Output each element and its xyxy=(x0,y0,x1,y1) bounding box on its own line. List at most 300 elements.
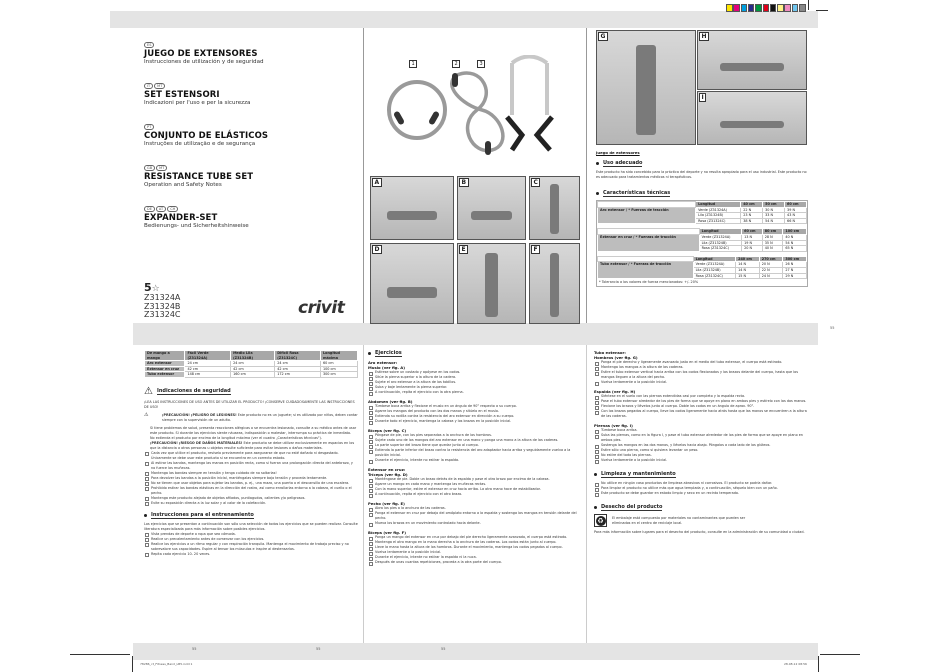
list-item: Evite su exposición directa a la luz solar y al calor de la calefacción. xyxy=(144,501,358,506)
figure-h xyxy=(697,30,807,90)
brand-logo: crivit xyxy=(298,298,345,318)
list-item: Suba las piernas, como en la figura I, y pase el tubo extensor alrededor de los pies de forma que se apoye en plano en ambos pies. xyxy=(594,433,808,443)
color-swatch xyxy=(755,4,762,12)
product-image xyxy=(372,55,572,165)
figure-label: I xyxy=(699,93,706,102)
person-silhouette xyxy=(387,287,436,298)
safety-list xyxy=(144,451,358,506)
table-cell: 24 cm xyxy=(275,361,321,367)
warranty-years: 5 xyxy=(144,281,152,294)
exercise-steps xyxy=(594,360,808,385)
column-header: De mango a mango xyxy=(145,351,185,361)
figure-label: A xyxy=(372,178,382,187)
title-block xyxy=(144,72,359,107)
figure-label: C xyxy=(531,178,540,187)
list-item: Ponga el pie derecho y ligeramente avanzado justo en el medio del tubo extensor, el cuerpo está estirado. xyxy=(594,360,808,365)
list-item: Estire sólo una pierna, como si quisiera levantar un peso. xyxy=(594,448,808,453)
exercise-group xyxy=(594,423,808,463)
spec-table xyxy=(597,256,807,279)
figure-i xyxy=(697,91,807,145)
table-cell: 54 N xyxy=(783,240,807,246)
list-item: No utilice en ningún caso productos de limpieza abrasivos ni corrosivos. El producto se podría dañar. xyxy=(594,481,808,486)
table-cell: 23 N xyxy=(741,213,763,219)
table-cell: Verde (Z31324A) xyxy=(693,262,736,268)
table-row xyxy=(145,372,358,378)
crop-mark xyxy=(70,654,130,655)
list-item: A continuación, repita el ejercicio con el otro brazo. xyxy=(368,492,582,497)
crop-mark xyxy=(820,654,860,655)
list-item: Extienda la parte inferior del brazo contra la resistencia del aro adaptador hacia arriba y seguidamente vuelva a la posición inicial. xyxy=(368,448,582,458)
resistance-tubes-illustration xyxy=(372,55,572,165)
product-title: CONJUNTO DE ELÁSTICOS xyxy=(144,131,269,141)
product-title: RESISTANCE TUBE SET xyxy=(144,172,254,182)
column-header: Longitud xyxy=(693,256,736,262)
list-item: Vuelva lentamente a la posición inicial. xyxy=(368,550,582,555)
language-codes xyxy=(144,31,359,50)
crop-mark xyxy=(818,656,819,672)
list-item: Con los brazos pegados al cuerpo, lleve los codos ligeramente hacia atrás hasta que las manos se encuentren a la altura de las caderas. xyxy=(594,409,808,419)
exercise-name: Piernas (ver fig. I) xyxy=(594,423,633,428)
paragraph: Este producto ha sido concebido para la práctica del deporte y no resulta apropiado para el uso industrial. Este producto no es adecuado para tratamientos médicos ni terapéuticos. xyxy=(596,170,807,179)
color-swatch xyxy=(748,4,755,12)
section-title: Limpieza y mantenimiento xyxy=(601,471,676,477)
exercise-name: Abdomen (ver fig. B) xyxy=(368,399,413,404)
table-cell: 42 cm xyxy=(275,366,321,372)
language-badge: AT xyxy=(156,206,166,212)
product-subtitle: Bedienungs- und Sicherheitshinweise xyxy=(144,223,249,229)
safety-page xyxy=(144,350,358,557)
page-number: 55 xyxy=(192,647,197,651)
spec-table xyxy=(597,201,807,224)
title-block xyxy=(144,113,359,148)
list-item: Después de unas cuantas repeticiones, proceda a la otra parte del cuerpo. xyxy=(368,560,582,565)
figure-f xyxy=(529,243,580,324)
figure-d xyxy=(370,243,454,324)
list-item: Ponga un mango del extensor en cruz por debajo del pie derecho ligeramente avanzado, el cuerpo está estirado. xyxy=(368,535,582,540)
language-badge: ES xyxy=(144,42,154,48)
figure-label: G xyxy=(598,32,608,41)
page-number: 55 xyxy=(316,647,321,651)
exercises-continued-page xyxy=(594,350,808,535)
table-cell: 60 cm xyxy=(320,361,357,367)
table-cell: 19 N xyxy=(742,240,763,246)
section-title: Instrucciones para el entrenamiento xyxy=(151,511,254,518)
paragraph: Para más información sobre lugares para el desecho del producto, consulte en la administración de su comunidad o ciudad. xyxy=(594,530,805,534)
list-item: Sujete cada uno de los mangos del aro extensor en una mano y ponga una mano a la altura de las caderas. xyxy=(368,438,582,443)
list-item: Mantenga los mangos a la altura de las caderas. xyxy=(594,365,808,370)
list-item: Túmbese boca arriba y flexione el muslo en un ángulo de 90° respecto a su cuerpo. xyxy=(368,404,582,409)
column-header: 60 cm xyxy=(785,202,807,208)
training-list xyxy=(144,532,358,557)
language-badge: CH xyxy=(167,206,178,212)
table-cell: 300 cm xyxy=(320,372,357,378)
product-label: 1 xyxy=(409,60,417,68)
table-cell: 14 N xyxy=(736,267,760,273)
warranty-badge xyxy=(144,279,160,292)
list-item: Mantenga el otro mango en la mano derecha a la anchura de las caderas. Los codos están junto al cuerpo. xyxy=(368,540,582,545)
product-subtitle: Indicazioni per l'uso e per la sicurezza xyxy=(144,100,251,106)
exercise-group xyxy=(594,389,808,419)
section-title: Ejercicios xyxy=(375,350,402,356)
bullet-icon xyxy=(144,514,147,517)
technical-specs-table xyxy=(596,200,808,287)
exercise-group xyxy=(368,399,582,424)
table-cell: 39 N xyxy=(785,207,807,213)
crop-mark xyxy=(808,0,809,10)
table-cell: 38 N xyxy=(741,218,763,224)
list-item: Cada vez que utilice el producto, revíselo previamente para asegurarse de que no esté dañado ni desgastado. Únicamente se debe usar este producto si se encuentra en un correcto estado. xyxy=(144,451,358,461)
color-swatch xyxy=(741,4,748,12)
list-item: Vuelva lentamente a la posición inicial. xyxy=(594,380,808,385)
color-swatch xyxy=(770,4,777,12)
table-cell: 27 N xyxy=(783,267,807,273)
table-cell: 100 cm xyxy=(320,366,357,372)
person-silhouette xyxy=(485,253,498,316)
page-divider xyxy=(586,345,587,643)
color-swatch xyxy=(763,4,770,12)
table-cell: 42 cm xyxy=(185,366,231,372)
color-swatch xyxy=(784,4,791,12)
table-cell: 160 cm xyxy=(231,372,275,378)
print-date: 28.08.12 08:56 xyxy=(784,662,807,666)
page-divider xyxy=(363,345,364,643)
table-cell: Lila (Z31324B) xyxy=(699,240,742,246)
warning-triangle-icon: ⚠ xyxy=(144,385,153,397)
model-number: Z31324A xyxy=(144,293,181,302)
exercise-steps xyxy=(368,477,582,497)
recycling-icon: ♻ xyxy=(594,514,607,527)
table-cell: 35 N xyxy=(762,240,783,246)
figure-b xyxy=(457,176,526,240)
top-bleed xyxy=(110,11,818,28)
list-item: Prohibido estirar las bandas elásticas en la dirección del rostro, así como enrollarlas entorno a la cabeza, el cuello o el pecho. xyxy=(144,486,358,496)
spec-table xyxy=(597,228,807,251)
table-cell: Verde (Z31324A) xyxy=(696,207,741,213)
table-cell: 65 N xyxy=(783,246,807,252)
person-silhouette xyxy=(720,121,785,128)
color-swatch xyxy=(777,4,784,12)
list-item: Estire el tubo extensor vertical hacia arriba con los codos flexionados y los brazos delante del cuerpo, hasta que los mangos lleguen a la altura del pecho. xyxy=(594,370,808,380)
title-block xyxy=(144,31,359,66)
row-label: Aro extensor xyxy=(145,361,185,367)
model-number: Z31324C xyxy=(144,310,181,319)
person-silhouette xyxy=(550,253,560,316)
exercise-category: Tubo extensor: xyxy=(594,350,626,355)
bullet-icon xyxy=(596,192,599,195)
product-subtitle: Instruções de utilização e de segurança xyxy=(144,141,256,147)
warning-text: Este producto se debe utilizar exclusivamente en espacios en los que la distancia a otras personas u objetos resulte suficiente para evitar lesiones o daños materiales. xyxy=(150,440,355,450)
product-subtitle: Instrucciones de utilización y de seguridad xyxy=(144,59,264,65)
bottom-bleed xyxy=(133,643,818,660)
table-cell: 13 N xyxy=(742,234,763,240)
model-numbers xyxy=(144,294,181,320)
exercise-steps xyxy=(368,506,582,526)
column-header: 50 cm xyxy=(763,202,785,208)
figure-c xyxy=(529,176,580,240)
language-codes xyxy=(144,72,359,91)
exercise-name: Bíceps (ver fig. C) xyxy=(368,428,407,433)
page-number: 55 xyxy=(830,326,835,330)
list-item: Para devolver las bandas a la posición inicial, manténgalas siempre bajo tensión y proceda lentamente. xyxy=(144,476,358,481)
exercise-steps xyxy=(368,535,582,565)
column-header: Longitud xyxy=(696,202,741,208)
column-header: 240 cm xyxy=(736,256,760,262)
star-icon: ☆ xyxy=(151,284,160,294)
spec-page xyxy=(596,150,808,287)
warning-title: ¡PRECAUCIÓN! ¡PELIGRO DE LESIONES! xyxy=(162,412,237,417)
crop-mark xyxy=(132,656,133,672)
list-item: Sostenga los mangos en las dos manos, y llévelos hacia abajo. Póngalos a cada lado de los glúteos. xyxy=(594,443,808,448)
person-silhouette xyxy=(636,45,656,135)
column-header: 100 cm xyxy=(783,229,807,235)
exercises-page xyxy=(368,350,582,569)
exercise-steps xyxy=(594,428,808,463)
table-cell: 29 N xyxy=(783,273,807,279)
list-item: Póngase de pie, con los pies separados a la anchura de los hombros. xyxy=(368,433,582,438)
bullet-icon xyxy=(368,352,371,355)
column-header: Difícil Rosa (Z31324C) xyxy=(275,351,321,361)
section-heading: Juego de extensores xyxy=(596,150,640,155)
person-silhouette xyxy=(720,63,785,71)
bullet-icon xyxy=(594,506,597,509)
cover-titles xyxy=(144,31,359,236)
list-item: Al estirar las bandas, mantenga las manos en posición recta, como si fueran una prolongación directa del antebrazo, y no fuerce las muñecas. xyxy=(144,461,358,471)
warning-text: Si tiene problemas de salud, presenta reacciones alérgicas o se encuentra lesionado, consulte a su médico antes de usar este producto. Si durante los ejercicios siente náuseas, indisposición o malestar, interrumpa su práctica de inmediato. xyxy=(150,425,357,435)
exercise-steps xyxy=(368,404,582,424)
table-cell: 30 N xyxy=(763,207,785,213)
table-cell: 66 N xyxy=(785,218,807,224)
paragraph: El embalaje está compuesto por materiales no contaminantes que pueden ser eliminados en el centro de reciclaje local. xyxy=(612,515,746,525)
language-badge: GB xyxy=(144,165,155,171)
table-cell: 28 N xyxy=(762,234,783,240)
column-header: Fácil Verde (Z31324A) xyxy=(185,351,231,361)
crop-mark xyxy=(816,10,828,11)
exercise-name: Hombros (ver fig. G) xyxy=(594,355,638,360)
level-table xyxy=(144,350,358,378)
table-cell: 24 cm xyxy=(185,361,231,367)
exercise-steps xyxy=(368,433,582,463)
exercise-category: Extensor en cruz: xyxy=(368,467,406,472)
list-item: Mueva los brazos en un movimiento controlado hacia delante. xyxy=(368,521,582,526)
list-item: Realice los ejercicios a un ritmo regular y con respiración tranquila. Mantenga el movimiento de trabajo preciso y no sobrevalore sus capacidades. Espire al tensar los músculos e inspire al destensarlos. xyxy=(144,542,358,552)
list-item: Agarre un mango en cada mano y mantenga las muñecas rectas. xyxy=(368,482,582,487)
print-slug: 78286_ct_Fitness_Band_LB5.indd 1 xyxy=(140,662,193,666)
list-item: Siéntese en el suelo con las piernas extendidas casi por completo y la espalda recta. xyxy=(594,394,808,399)
list-item: Lleve la mano hasta la altura de los hombros. Durante el movimiento, mantenga los codos pegados al cuerpo. xyxy=(368,545,582,550)
product-subtitle: Operation and Safety Notes xyxy=(144,182,222,188)
cleaning-list xyxy=(594,481,808,496)
table-header xyxy=(145,351,358,361)
color-swatch xyxy=(726,4,733,12)
language-codes xyxy=(144,113,359,132)
row-group-label: Aro extensor / * Fuerzas de tracción xyxy=(598,207,696,224)
list-item: Mantenga las bandas siempre en tensión y tenga cuidado de no soltarlas! xyxy=(144,471,358,476)
exercise-category: Aro extensor: xyxy=(368,360,398,365)
warning-icon: ⚠ xyxy=(144,411,149,418)
section-title: Indicaciones de seguridad xyxy=(156,387,231,394)
list-item: Sujete el aro extensor a la altura de los tobillos. xyxy=(368,380,582,385)
table-cell: 40 N xyxy=(762,246,783,252)
table-cell: 22 N xyxy=(741,207,763,213)
warning-text: No extienda el producto por encima de la longitud máxima (ver el cuadro „Características técnicas"). xyxy=(150,435,322,440)
row-group-label: Extensor en cruz / * Fuerzas de tracción xyxy=(598,234,700,251)
list-item: Vista prendas de deporte o ropa que sea cómoda. xyxy=(144,532,358,537)
bullet-icon xyxy=(596,162,599,165)
table-cell: Lila (Z31324B) xyxy=(696,213,741,219)
color-swatch xyxy=(733,4,740,12)
warning-text: Este producto no es un juguete; si es utilizado por niños, deben contar siempre con la supervisión de un adulto. xyxy=(162,412,358,422)
figure-label: B xyxy=(459,178,469,187)
list-item: Manténgase de pie. Doble un brazo detrás de la espalda y pase el otro brazo por encima de la cabeza. xyxy=(368,477,582,482)
list-item: Flexione los brazos y llévelos junto al cuerpo. Doble los codos en un ángulo de aprox. 90°. xyxy=(594,404,808,409)
table-cell: Rosa (Z31324C) xyxy=(693,273,736,279)
exercise-group xyxy=(368,530,582,565)
list-item: Suba y baje lentamente la pierna superior. xyxy=(368,385,582,390)
table-cell: 14 N xyxy=(736,262,760,268)
model-number: Z31324B xyxy=(144,301,181,311)
person-silhouette xyxy=(471,211,511,220)
product-title: EXPANDER-SET xyxy=(144,213,218,223)
exercise-group xyxy=(368,501,582,526)
paragraph: ¡LEA LAS INSTRUCCIONES DE USO ANTES DE UTILIZAR EL PRODUCTO! ¡CONSERVE CUIDADOSAMENTE LAS INSTRUCCIONES DE USO! xyxy=(144,399,355,409)
middle-bleed xyxy=(133,323,818,345)
language-badge: PT xyxy=(144,124,154,130)
person-silhouette xyxy=(387,211,436,220)
figure-a xyxy=(370,176,454,240)
paragraph: Los ejercicios que se presentan a continuación son sólo una selección de todos los ejercicios que se pueden realizar. Consulte literatura especializada para más información sobre posibles ejercicios. xyxy=(144,521,358,531)
table-cell: 20 N xyxy=(759,262,783,268)
bullet-icon xyxy=(594,473,597,476)
column-header: 60 cm xyxy=(742,229,763,235)
column-header: 80 cm xyxy=(762,229,783,235)
figure-label: H xyxy=(699,32,709,41)
list-item: Mantenga este producto alejado de objetos afilados, puntiagudos, calientes y/o peligrosos. xyxy=(144,496,358,501)
table-cell: 15 N xyxy=(736,273,760,279)
list-item: Estírese sobre un costado y apóyese en los codos. xyxy=(368,370,582,375)
list-item: Pase el tubo extensor alrededor de los pies de forma que se apoye en plano en ambos pies y estírelo con las dos manos. xyxy=(594,399,808,404)
list-item: Realice un precalentamiento antes de comenzar con los ejercicios. xyxy=(144,537,358,542)
page-number: 55 xyxy=(441,647,446,651)
list-item: Agarre los mangos del producto con las dos manos y sitúelo en el muslo. xyxy=(368,409,582,414)
table-footnote: * Tolerancia a los valores de fuerza mencionados: +/- 20% xyxy=(599,280,699,285)
table-cell: 24 cm xyxy=(231,361,275,367)
list-item: Túmbese boca arriba. xyxy=(594,428,808,433)
table-cell: 22 N xyxy=(759,267,783,273)
column-header: Longitud xyxy=(699,229,742,235)
list-item: No se tienen que usar objetos para sujetar las bandas, p. ej., una maza, una puerta o el descansillo de una escalera. xyxy=(144,481,358,486)
exercise-group xyxy=(368,428,582,463)
table-cell: Verde (Z31324A) xyxy=(699,234,742,240)
exercise-group xyxy=(368,360,582,395)
exercise-name: Bíceps (ver fig. F) xyxy=(368,530,406,535)
table-cell: 172 cm xyxy=(275,372,321,378)
section-title: Características técnicas xyxy=(603,190,671,196)
list-item: La parte superior del brazo tiene que quedar junto al cuerpo. xyxy=(368,443,582,448)
row-label: Extensor en cruz xyxy=(145,366,185,372)
table-cell: 33 N xyxy=(763,213,785,219)
color-swatch xyxy=(792,4,799,12)
exercise-group xyxy=(368,467,582,497)
color-swatch xyxy=(799,4,806,12)
table-cell: 148 cm xyxy=(185,372,231,378)
page-divider xyxy=(363,28,364,323)
list-item: Sitúe la pierna superior a la altura de la cadera. xyxy=(368,375,582,380)
table-cell: 26 N xyxy=(783,262,807,268)
list-item: Durante el ejercicio, intente no estirar la espalda. xyxy=(368,458,582,463)
column-header: Longitud máxima xyxy=(320,351,357,361)
list-item: Este producto se debe guardar en estado limpio y seco en un recinto temperado. xyxy=(594,491,808,496)
figure-label: E xyxy=(459,245,468,254)
list-item: Para limpiar el producto no utilice más que agua templada y, a continuación, séquelo bien con un paño. xyxy=(594,486,808,491)
language-badge: MT xyxy=(154,83,165,89)
list-item: Vuelva lentamente a la posición inicial. xyxy=(594,458,808,463)
exercise-name: Pecho (ver fig. E) xyxy=(368,501,405,506)
person-silhouette xyxy=(550,184,560,234)
title-block xyxy=(144,195,359,230)
figure-e xyxy=(457,243,526,324)
list-item: Con la mano superior, estire el extensor en cruz hacia arriba. La otra mano hace de estabilizador. xyxy=(368,487,582,492)
product-label: 2 xyxy=(452,60,460,68)
section-title: Uso adecuado xyxy=(603,160,643,166)
table-cell: 42 cm xyxy=(231,366,275,372)
list-item: Repita cada ejercicio 10- 20 veces. xyxy=(144,552,358,557)
list-item: Extienda su rodilla contra la resistencia del aro extensor en dirección a su cuerpo. xyxy=(368,414,582,419)
product-label: 3 xyxy=(477,60,485,68)
section-title: Desecho del producto xyxy=(601,504,663,510)
figure-g xyxy=(596,30,696,145)
language-badge: IT xyxy=(144,83,153,89)
row-group-label: Tubo extensor / * Fuerzas de tracción xyxy=(598,262,694,279)
language-badge: MT xyxy=(156,165,167,171)
figure-label: D xyxy=(372,245,382,254)
table-cell: 54 N xyxy=(763,218,785,224)
figure-label: F xyxy=(531,245,540,254)
table-cell: 20 N xyxy=(742,246,763,252)
column-header: 40 cm xyxy=(741,202,763,208)
table-cell: Rosa (Z31324C) xyxy=(699,246,742,252)
product-title: JUEGO DE EXTENSORES xyxy=(144,49,258,59)
list-item: A continuación, repita el ejercicio con la otra pierna. xyxy=(368,390,582,395)
column-header: 270 cm xyxy=(759,256,783,262)
page-divider xyxy=(586,28,587,323)
exercise-name: Muslo (ver fig. A) xyxy=(368,365,405,370)
exercise-name: Tríceps (ver fig. D) xyxy=(368,472,408,477)
product-title: SET ESTENSORI xyxy=(144,90,220,100)
language-codes xyxy=(144,195,359,214)
row-label: Tubo extensor xyxy=(145,372,185,378)
list-item: Ponga el extensor en cruz por debajo del omóplato entorno a la espalda y sostenga los mangos en tensión delante del pecho. xyxy=(368,511,582,521)
table-cell: Rosa (Z31324C) xyxy=(696,218,741,224)
list-item: Durante todo el ejercicio, mantenga la cabeza y los brazos en la posición inicial. xyxy=(368,419,582,424)
list-item: No estire del todo las piernas. xyxy=(594,453,808,458)
table-cell: 24 N xyxy=(759,273,783,279)
table-cell: Lila (Z31324B) xyxy=(693,267,736,273)
list-item: Durante el ejercicio, intente no estirar la espalda ni la nuca. xyxy=(368,555,582,560)
exercise-steps xyxy=(594,394,808,419)
exercise-group xyxy=(594,350,808,385)
title-block xyxy=(144,154,359,189)
table-cell: 40 N xyxy=(783,234,807,240)
column-header: 300 cm xyxy=(783,256,807,262)
column-header: Medio Lila (Z31324B) xyxy=(231,351,275,361)
exercise-name: Espalda (ver fig. H) xyxy=(594,389,636,394)
language-badge: DE xyxy=(144,206,155,212)
table-cell: 43 N xyxy=(785,213,807,219)
exercise-steps xyxy=(368,370,582,395)
warning-title: ¡PRECAUCIÓN! ¡RIESGO DE DAÑOS MATERIALES! xyxy=(150,440,243,445)
list-item: Abra los pies a la anchura de las caderas. xyxy=(368,506,582,511)
language-codes xyxy=(144,154,359,173)
